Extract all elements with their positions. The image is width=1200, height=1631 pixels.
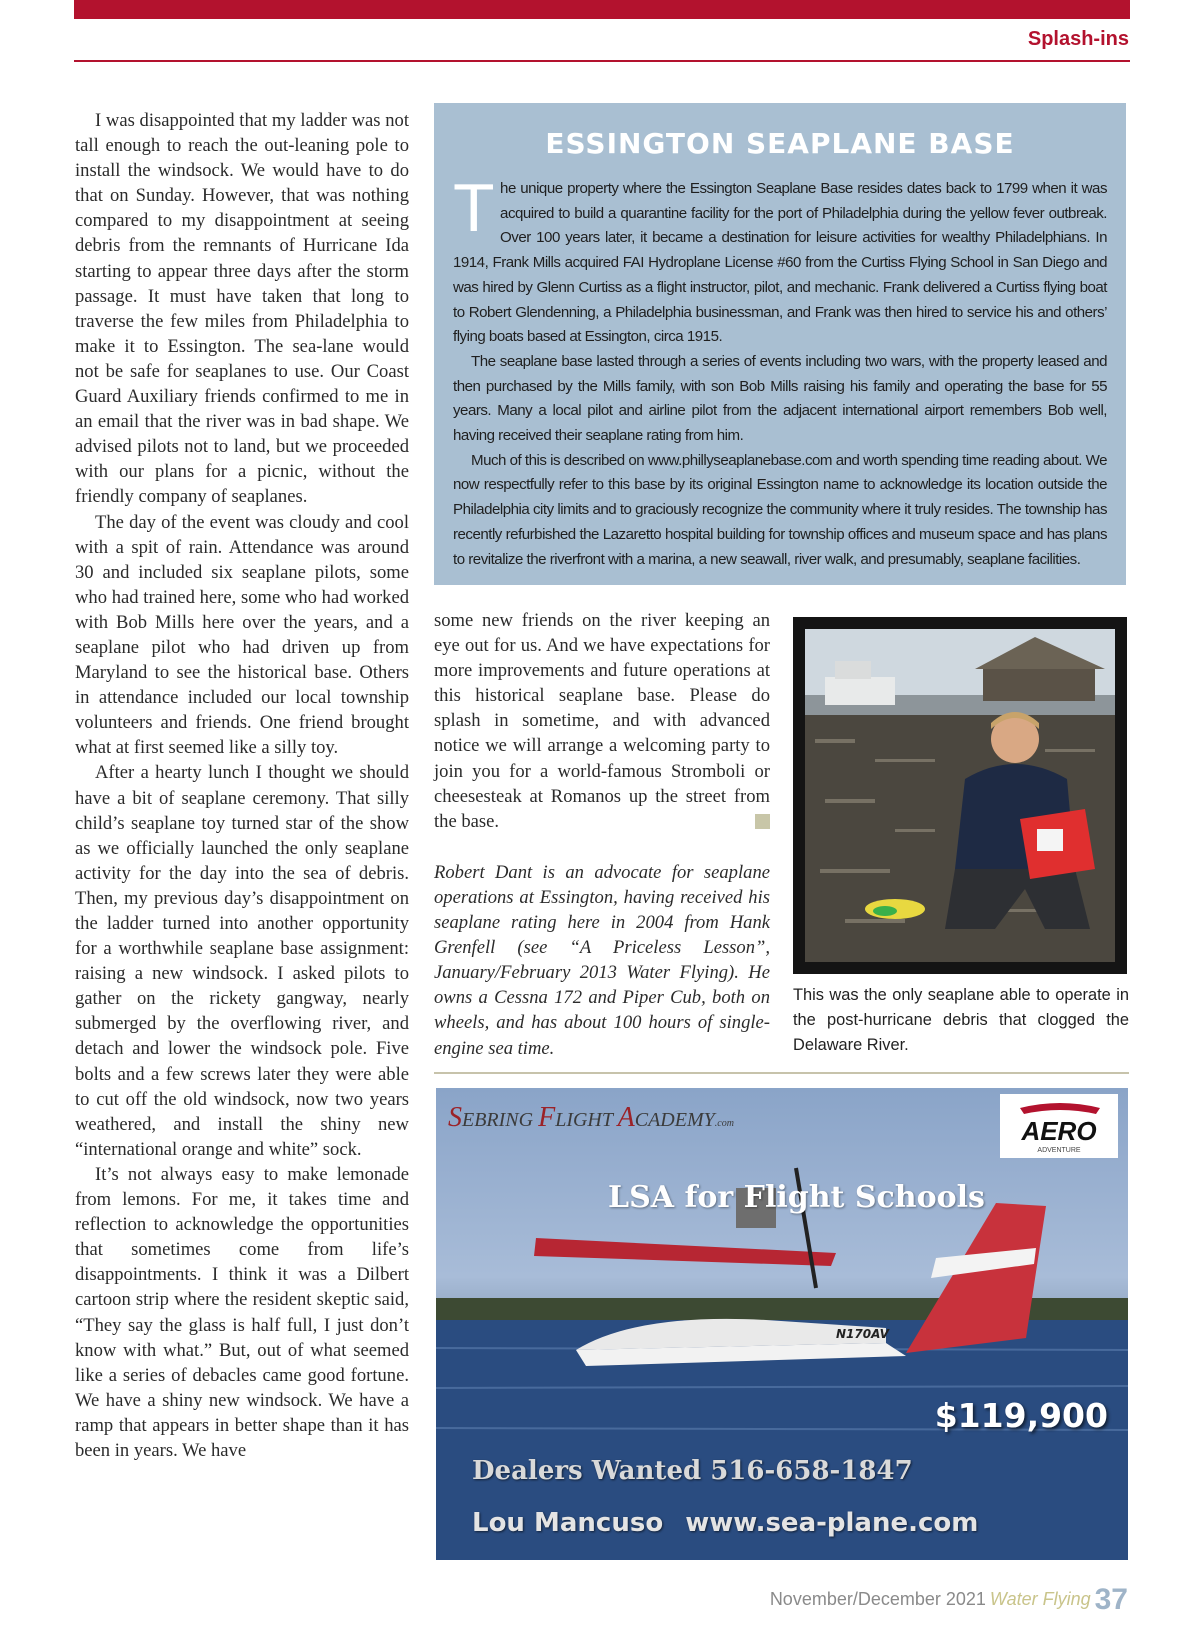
drop-cap: T [453,170,495,246]
ad-dealers-line: Dealers Wanted 516-658-1847 [472,1456,913,1486]
article-middle-column [434,608,770,1061]
article-photo [793,617,1127,974]
ad-price: $119,900 [934,1396,1108,1435]
svg-text:AERO: AERO [1021,1116,1097,1146]
ad-contact-line [472,1508,978,1538]
article-paragraph: It’s not always easy to make lemonade from lemons. For me, it takes time and reflection to acknowledge the opportunities that sometimes come from life’s disappointments. I think it was a Dilbert cartoon strip where the resident skeptic said, “They say the glass is half full, I just don’t know with what.” But, out of what seemed like a series of debacles came good fortune. We have a shiny new windsock. We have a ramp that appears in better shape than it has been in years. We have [75,1163,409,1461]
advertisement [436,1088,1128,1560]
sebring-logo: SEBRING FLIGHT ACADEMY.com [448,1102,734,1133]
article-left-column [75,108,409,1463]
tail-number: N170AV [836,1327,889,1341]
sidebar-paragraph: Much of this is described on www.phillyseaplanebase.com and worth spending time reading about. We now respectfully refer to this base by its original Essington name to acknowledge its location outside the Philadelphia city limits and to graciously recognize the community where it truly resides. The township has recently refurbished the Lazaretto hospital building for township offices and museum space and has plans to revitalize the riverfront with a marina, a new seawall, river walk, and presumably, seaplane facilities. [453,451,1107,568]
article-paragraph: some new friends on the river keeping an eye out for us. And we have expectations for more improvements and future operations at this historical seaplane base. Please do splash in sometime, and with advanced notice we will arrange a welcoming party to join you for a world-famous Stromboli or cheesesteak at Romanos up the street from the base. [434,610,770,832]
magazine-name: Water Flying [989,1589,1091,1609]
ad-divider-rule [434,1072,1129,1074]
sidebar-body [453,170,1107,572]
aero-adventure-logo [1000,1094,1118,1158]
section-label: Splash-ins [1027,28,1129,50]
issue-date: November/December 2021 [769,1589,986,1609]
ad-website[interactable]: www.sea-plane.com [685,1508,979,1538]
ad-contact-name: Lou Mancuso [472,1508,664,1538]
ad-headline: LSA for Flight Schools [608,1180,985,1215]
photo-caption: This was the only seaplane able to operate in the post-hurricane debris that clogged the Delaware River. [793,986,1129,1054]
sidebar-paragraph: The unique property where the Essington Seaplane Base resides dates back to 1799 when it was acquired to build a quarantine facility for the port of Philadelphia during the yellow fever outbreak. Over 100 years later, it became a destination for leisure activities for wealthy Philadelphians. In 1914, Frank Mills acquired FAI Hydroplane License #60 from the Curtiss Flying School in San Diego and was hired by Glenn Curtiss as a flight instructor, pilot, and mechanic. Frank delivered a Curtiss flying boat to Robert Glendenning, a Philadelphia businessman, and Frank was then hired to service his and others’ flying boats based at Essington, circa 1915. [453,170,1107,346]
photo-image [805,629,1115,962]
sidebar-title: ESSINGTON SEAPLANE BASE [545,127,1015,160]
seaplane-ad-illustration [436,1088,1128,1560]
aero-logo-icon [1000,1094,1118,1158]
page-number: 37 [1094,1583,1128,1616]
header-rule [74,60,1130,62]
top-color-bar [74,0,1130,19]
pilot-photo-illustration [805,629,1115,962]
end-of-article-mark [755,814,770,829]
svg-text:ADVENTURE: ADVENTURE [1037,1147,1081,1154]
article-paragraph: After a hearty lunch I thought we should have a bit of seaplane ceremony. That silly child’s seaplane toy turned star of the show as we officially launched the only seaplane activity for the day into the sea of debris. Then, my previous day’s disappointment on the ladder turned into another opportunity for a worthwhile seaplane base assignment: raising a new windsock. I asked pilots to gather on the rickety gangway, nearly submerged by the overflowing river, and detach and lower the windsock pole. Five bolts and a few screws later they were able to cut off the old windsock, now two years weathered, and install the shiny new “international orange and white” sock. [75,762,409,1160]
article-paragraph: The day of the event was cloudy and cool with a spit of rain. Attendance was around 30 and included six seaplane pilots, some who had trained here, some who had worked with Bob Mills here over the years, and a seaplane pilot who had driven up from Maryland to see the historical base. Others in attendance included our local township volunteers and friends. One friend brought what at first seemed like a silly toy. [75,511,409,759]
sidebar-box [434,103,1126,585]
page-footer [770,1583,1128,1617]
article-paragraph: I was disappointed that my ladder was not tall enough to reach the out-leaning pole to install the windsock. We would have to do that on Sunday. However, that was nothing compared to my disappointment at seeing debris from the remnants of Hurricane Ida starting to appear three days after the storm passage. It must have taken that long to traverse the few miles from Philadelphia to make it to Essington. The sea-lane would not be safe for seaplanes to use. Our Coast Guard Auxiliary friends confirmed to me in an email that the river was in bad shape. We advised pilots not to land, but we proceeded with our plans for a picnic, without the friendly company of seaplanes. [75,110,409,508]
author-bio: Robert Dant is an advocate for seaplane operations at Essington, having received his seaplane rating here in 2004 from Hank Grenfell (see “A Priceless Lesson”, January/February 2013 Water Flying). He owns a Cessna 172 and Piper Cub, both on wheels, and has about 100 hours of single-engine sea time. [434,861,770,1059]
sidebar-paragraph: The seaplane base lasted through a series of events including two wars, with the property leased and then purchased by the Mills family, with son Bob Mills raising his family and operating the base for 55 years. Many a local pilot and airline pilot from the adjacent international airport remembers Bob well, having received their seaplane rating from him. [453,352,1107,445]
